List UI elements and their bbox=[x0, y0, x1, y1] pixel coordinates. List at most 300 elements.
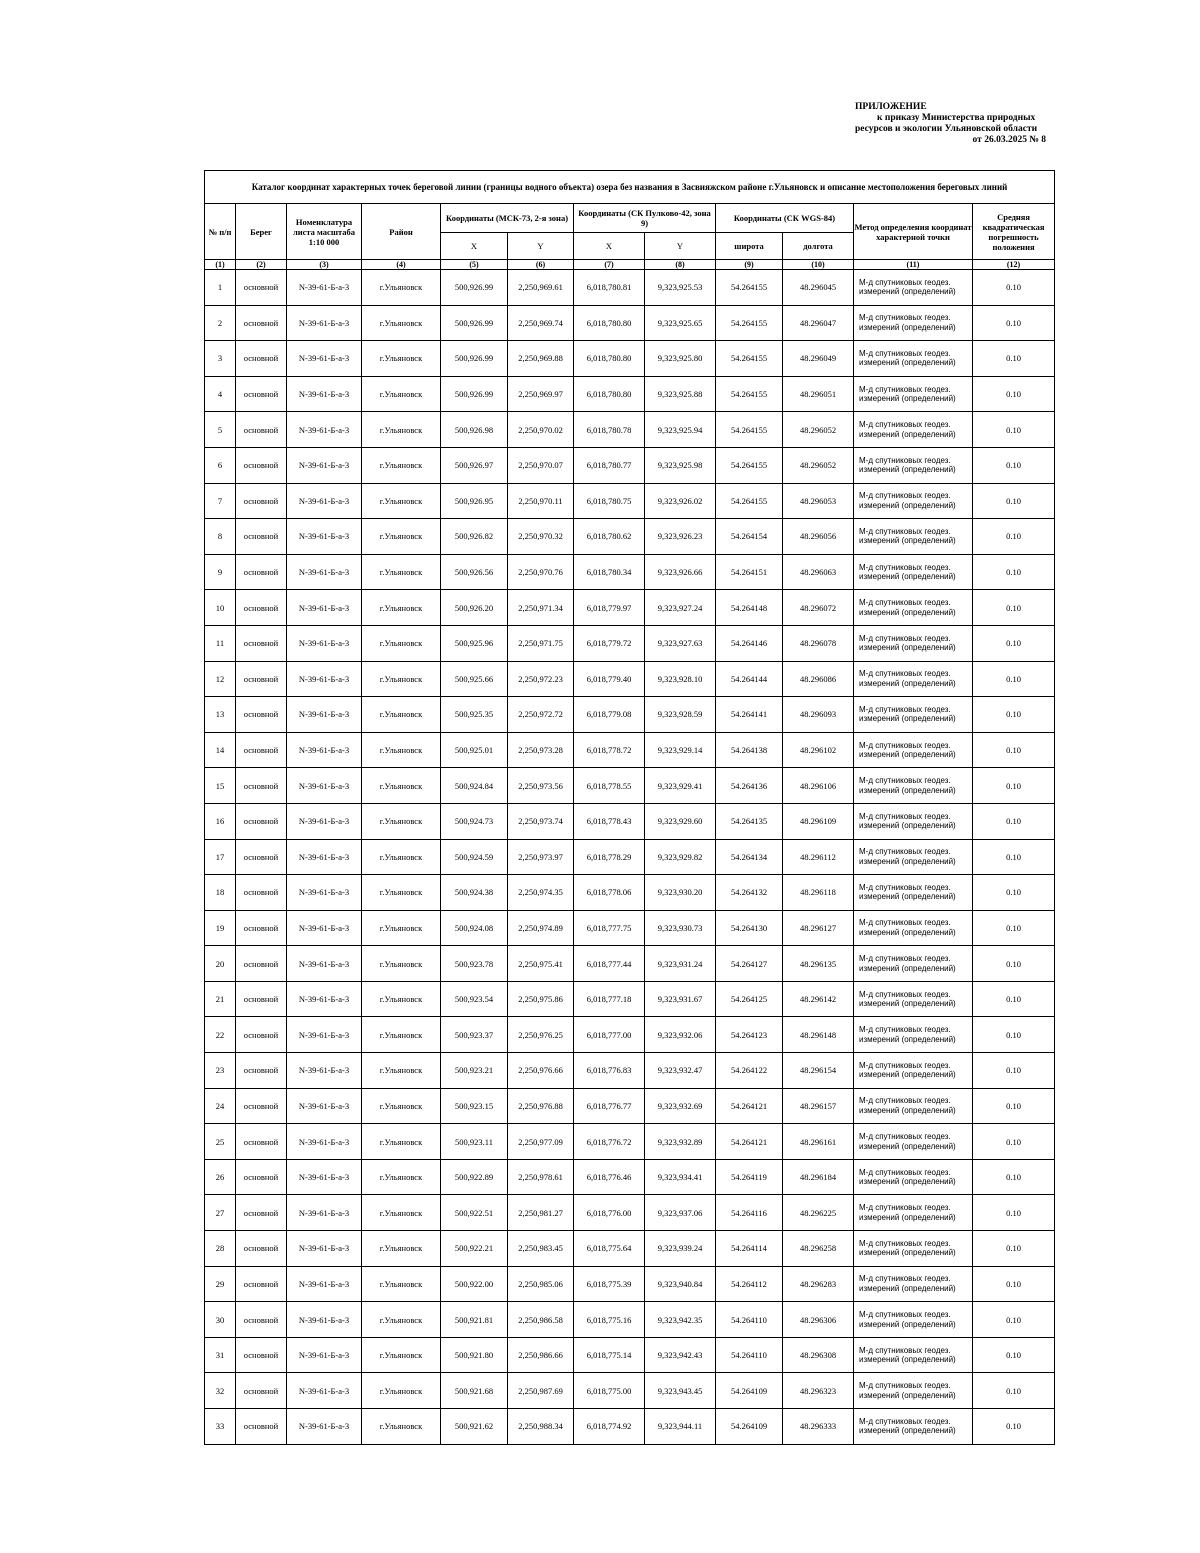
wgs-longitude-cell: 48.296161 bbox=[783, 1124, 854, 1160]
point-number-cell: 11 bbox=[205, 625, 236, 661]
method-line-2: измерений (определений) bbox=[859, 963, 956, 973]
error-cell: 0.10 bbox=[973, 839, 1055, 875]
wgs-latitude-cell: 54.264121 bbox=[716, 1124, 783, 1160]
error-cell: 0.10 bbox=[973, 1017, 1055, 1053]
method-line-1: М-д спутниковых геодез. bbox=[859, 562, 951, 572]
table-row bbox=[205, 1053, 1055, 1089]
method-line-1: М-д спутниковых геодез. bbox=[859, 1025, 951, 1035]
method-cell bbox=[854, 341, 973, 377]
method-line-1: М-д спутниковых геодез. bbox=[859, 348, 951, 358]
pulkovo-x-cell: 6,018,776.72 bbox=[574, 1124, 645, 1160]
method-cell bbox=[854, 1409, 973, 1445]
error-cell: 0.10 bbox=[973, 1124, 1055, 1160]
table-row bbox=[205, 305, 1055, 341]
point-number-cell: 10 bbox=[205, 590, 236, 626]
district-cell: г.Ульяновск bbox=[362, 697, 441, 733]
wgs-latitude-cell: 54.264127 bbox=[716, 946, 783, 982]
bank-cell: основной bbox=[236, 1231, 287, 1267]
point-number-cell: 21 bbox=[205, 981, 236, 1017]
method-cell bbox=[854, 590, 973, 626]
point-number-cell: 31 bbox=[205, 1337, 236, 1373]
wgs-longitude-cell: 48.296333 bbox=[783, 1409, 854, 1445]
table-row bbox=[205, 1195, 1055, 1231]
point-number-cell: 15 bbox=[205, 768, 236, 804]
bank-cell: основной bbox=[236, 1373, 287, 1409]
column-number-row bbox=[205, 260, 1055, 270]
district-cell: г.Ульяновск bbox=[362, 1159, 441, 1195]
district-cell: г.Ульяновск bbox=[362, 483, 441, 519]
msk-y-cell: 2,250,970.32 bbox=[508, 519, 574, 555]
method-line-2: измерений (определений) bbox=[859, 1355, 956, 1365]
sheet-cell: N-39-61-Б-а-3 bbox=[287, 1302, 362, 1338]
bank-cell: основной bbox=[236, 341, 287, 377]
msk-y-cell: 2,250,975.86 bbox=[508, 981, 574, 1017]
msk-x-cell: 500,926.56 bbox=[441, 554, 508, 590]
msk-y-cell: 2,250,970.76 bbox=[508, 554, 574, 590]
wgs-latitude-cell: 54.264155 bbox=[716, 341, 783, 377]
method-line-2: измерений (определений) bbox=[859, 1283, 956, 1293]
error-cell: 0.10 bbox=[973, 1409, 1055, 1445]
msk-x-cell: 500,923.11 bbox=[441, 1124, 508, 1160]
pulkovo-x-cell: 6,018,777.18 bbox=[574, 981, 645, 1017]
wgs-latitude-cell: 54.264141 bbox=[716, 697, 783, 733]
msk-y-cell: 2,250,971.75 bbox=[508, 625, 574, 661]
method-line-2: измерений (определений) bbox=[859, 500, 956, 510]
table-row bbox=[205, 1266, 1055, 1302]
bank-cell: основной bbox=[236, 1266, 287, 1302]
point-number-cell: 8 bbox=[205, 519, 236, 555]
wgs-latitude-cell: 54.264130 bbox=[716, 910, 783, 946]
column-number-cell: (9) bbox=[716, 260, 783, 270]
appendix-header bbox=[855, 102, 1055, 146]
sheet-cell: N-39-61-Б-а-3 bbox=[287, 946, 362, 982]
wgs-longitude-cell: 48.296135 bbox=[783, 946, 854, 982]
wgs-latitude-cell: 54.264144 bbox=[716, 661, 783, 697]
sheet-cell: N-39-61-Б-а-3 bbox=[287, 732, 362, 768]
wgs-longitude-cell: 48.296093 bbox=[783, 697, 854, 733]
pulkovo-x-cell: 6,018,778.55 bbox=[574, 768, 645, 804]
method-line-1: М-д спутниковых геодез. bbox=[859, 1167, 951, 1177]
method-line-1: М-д спутниковых геодез. bbox=[859, 847, 951, 857]
msk-x-cell: 500,925.66 bbox=[441, 661, 508, 697]
method-line-1: М-д спутниковых геодез. bbox=[859, 740, 951, 750]
pulkovo-x-cell: 6,018,776.77 bbox=[574, 1088, 645, 1124]
pulkovo-y-cell: 9,323,926.66 bbox=[645, 554, 716, 590]
point-number-cell: 5 bbox=[205, 412, 236, 448]
ministry-name-line: ресурсов и экологии Ульяновской области bbox=[855, 124, 1038, 134]
msk-y-cell: 2,250,970.07 bbox=[508, 447, 574, 483]
district-cell: г.Ульяновск bbox=[362, 270, 441, 306]
msk-x-cell: 500,923.21 bbox=[441, 1053, 508, 1089]
wgs-longitude-cell: 48.296102 bbox=[783, 732, 854, 768]
method-line-2: измерений (определений) bbox=[859, 465, 956, 475]
msk-y-cell: 2,250,969.88 bbox=[508, 341, 574, 377]
district-cell: г.Ульяновск bbox=[362, 376, 441, 412]
wgs-longitude-cell: 48.296142 bbox=[783, 981, 854, 1017]
bank-cell: основной bbox=[236, 661, 287, 697]
method-cell bbox=[854, 1088, 973, 1124]
district-cell: г.Ульяновск bbox=[362, 1373, 441, 1409]
bank-cell: основной bbox=[236, 519, 287, 555]
point-number-cell: 14 bbox=[205, 732, 236, 768]
table-row bbox=[205, 1124, 1055, 1160]
wgs-longitude-cell: 48.296045 bbox=[783, 270, 854, 306]
district-cell: г.Ульяновск bbox=[362, 1231, 441, 1267]
bank-cell: основной bbox=[236, 875, 287, 911]
msk-x-cell: 500,926.99 bbox=[441, 305, 508, 341]
method-cell bbox=[854, 875, 973, 911]
point-number-cell: 17 bbox=[205, 839, 236, 875]
sheet-cell: N-39-61-Б-а-3 bbox=[287, 1053, 362, 1089]
coordinates-catalog-table bbox=[204, 170, 1055, 1445]
method-line-1: М-д спутниковых геодез. bbox=[859, 313, 951, 323]
order-reference-line: к приказу Министерства природных bbox=[877, 113, 1036, 123]
error-cell: 0.10 bbox=[973, 768, 1055, 804]
pulkovo-x-cell: 6,018,780.81 bbox=[574, 270, 645, 306]
wgs-latitude-cell: 54.264136 bbox=[716, 768, 783, 804]
method-line-2: измерений (определений) bbox=[859, 1426, 956, 1436]
wgs-longitude-cell: 48.296148 bbox=[783, 1017, 854, 1053]
error-cell: 0.10 bbox=[973, 519, 1055, 555]
point-number-cell: 33 bbox=[205, 1409, 236, 1445]
table-row bbox=[205, 981, 1055, 1017]
sheet-cell: N-39-61-Б-а-3 bbox=[287, 1266, 362, 1302]
column-number-cell: (8) bbox=[645, 260, 716, 270]
header-pulkovo-x: X bbox=[574, 233, 645, 260]
method-line-2: измерений (определений) bbox=[859, 536, 956, 546]
pulkovo-y-cell: 9,323,925.88 bbox=[645, 376, 716, 412]
table-row bbox=[205, 1337, 1055, 1373]
pulkovo-y-cell: 9,323,929.14 bbox=[645, 732, 716, 768]
wgs-latitude-cell: 54.264122 bbox=[716, 1053, 783, 1089]
appendix-title: ПРИЛОЖЕНИЕ bbox=[855, 102, 927, 112]
point-number-cell: 3 bbox=[205, 341, 236, 377]
wgs-longitude-cell: 48.296306 bbox=[783, 1302, 854, 1338]
table-row bbox=[205, 519, 1055, 555]
method-cell bbox=[854, 768, 973, 804]
error-cell: 0.10 bbox=[973, 803, 1055, 839]
pulkovo-y-cell: 9,323,932.69 bbox=[645, 1088, 716, 1124]
wgs-latitude-cell: 54.264155 bbox=[716, 447, 783, 483]
district-cell: г.Ульяновск bbox=[362, 1017, 441, 1053]
column-number-cell: (10) bbox=[783, 260, 854, 270]
sheet-cell: N-39-61-Б-а-3 bbox=[287, 1159, 362, 1195]
method-line-1: М-д спутниковых геодез. bbox=[859, 1238, 951, 1248]
pulkovo-y-cell: 9,323,926.23 bbox=[645, 519, 716, 555]
msk-x-cell: 500,923.15 bbox=[441, 1088, 508, 1124]
point-number-cell: 12 bbox=[205, 661, 236, 697]
sheet-cell: N-39-61-Б-а-3 bbox=[287, 1231, 362, 1267]
msk-y-cell: 2,250,973.97 bbox=[508, 839, 574, 875]
method-line-1: М-д спутниковых геодез. bbox=[859, 384, 951, 394]
method-line-1: М-д спутниковых геодез. bbox=[859, 1203, 951, 1213]
method-cell bbox=[854, 1195, 973, 1231]
pulkovo-x-cell: 6,018,780.80 bbox=[574, 305, 645, 341]
method-cell bbox=[854, 1231, 973, 1267]
table-row bbox=[205, 946, 1055, 982]
pulkovo-x-cell: 6,018,777.75 bbox=[574, 910, 645, 946]
method-cell bbox=[854, 1159, 973, 1195]
method-line-1: М-д спутниковых геодез. bbox=[859, 954, 951, 964]
msk-y-cell: 2,250,975.41 bbox=[508, 946, 574, 982]
pulkovo-y-cell: 9,323,929.60 bbox=[645, 803, 716, 839]
msk-y-cell: 2,250,976.88 bbox=[508, 1088, 574, 1124]
pulkovo-y-cell: 9,323,934.41 bbox=[645, 1159, 716, 1195]
table-row bbox=[205, 412, 1055, 448]
method-cell bbox=[854, 376, 973, 412]
sheet-cell: N-39-61-Б-а-3 bbox=[287, 1409, 362, 1445]
wgs-latitude-cell: 54.264146 bbox=[716, 625, 783, 661]
pulkovo-y-cell: 9,323,927.24 bbox=[645, 590, 716, 626]
table-caption: Каталог координат характерных точек береговой линии (границы водного объекта) озера без названия в Засвияжском районе г.Ульяновск и описание местоположения береговых линий bbox=[205, 171, 1055, 204]
method-line-2: измерений (определений) bbox=[859, 1105, 956, 1115]
error-cell: 0.10 bbox=[973, 875, 1055, 911]
wgs-latitude-cell: 54.264155 bbox=[716, 483, 783, 519]
table-row bbox=[205, 341, 1055, 377]
wgs-latitude-cell: 54.264155 bbox=[716, 412, 783, 448]
wgs-longitude-cell: 48.296072 bbox=[783, 590, 854, 626]
wgs-longitude-cell: 48.296258 bbox=[783, 1231, 854, 1267]
table-row bbox=[205, 732, 1055, 768]
method-line-2: измерений (определений) bbox=[859, 607, 956, 617]
point-number-cell: 13 bbox=[205, 697, 236, 733]
bank-cell: основной bbox=[236, 305, 287, 341]
msk-y-cell: 2,250,976.25 bbox=[508, 1017, 574, 1053]
method-cell bbox=[854, 839, 973, 875]
wgs-longitude-cell: 48.296184 bbox=[783, 1159, 854, 1195]
pulkovo-x-cell: 6,018,780.75 bbox=[574, 483, 645, 519]
bank-cell: основной bbox=[236, 839, 287, 875]
column-number-cell: (4) bbox=[362, 260, 441, 270]
pulkovo-y-cell: 9,323,925.98 bbox=[645, 447, 716, 483]
msk-x-cell: 500,921.81 bbox=[441, 1302, 508, 1338]
method-line-1: М-д спутниковых геодез. bbox=[859, 989, 951, 999]
bank-cell: основной bbox=[236, 1337, 287, 1373]
pulkovo-y-cell: 9,323,926.02 bbox=[645, 483, 716, 519]
msk-x-cell: 500,924.38 bbox=[441, 875, 508, 911]
method-cell bbox=[854, 447, 973, 483]
wgs-longitude-cell: 48.296086 bbox=[783, 661, 854, 697]
method-cell bbox=[854, 661, 973, 697]
district-cell: г.Ульяновск bbox=[362, 1088, 441, 1124]
wgs-latitude-cell: 54.264155 bbox=[716, 305, 783, 341]
sheet-cell: N-39-61-Б-а-3 bbox=[287, 1017, 362, 1053]
method-line-2: измерений (определений) bbox=[859, 394, 956, 404]
point-number-cell: 20 bbox=[205, 946, 236, 982]
method-line-1: М-д спутниковых геодез. bbox=[859, 633, 951, 643]
header-msk-y: Y bbox=[508, 233, 574, 260]
msk-x-cell: 500,926.99 bbox=[441, 341, 508, 377]
pulkovo-y-cell: 9,323,931.67 bbox=[645, 981, 716, 1017]
table-row bbox=[205, 1409, 1055, 1445]
district-cell: г.Ульяновск bbox=[362, 1302, 441, 1338]
sheet-cell: N-39-61-Б-а-3 bbox=[287, 590, 362, 626]
msk-x-cell: 500,926.95 bbox=[441, 483, 508, 519]
table-row bbox=[205, 1088, 1055, 1124]
wgs-longitude-cell: 48.296118 bbox=[783, 875, 854, 911]
wgs-longitude-cell: 48.296308 bbox=[783, 1337, 854, 1373]
error-cell: 0.10 bbox=[973, 376, 1055, 412]
sheet-cell: N-39-61-Б-а-3 bbox=[287, 625, 362, 661]
pulkovo-y-cell: 9,323,925.65 bbox=[645, 305, 716, 341]
method-cell bbox=[854, 1053, 973, 1089]
method-line-2: измерений (определений) bbox=[859, 287, 956, 297]
sheet-cell: N-39-61-Б-а-3 bbox=[287, 1088, 362, 1124]
bank-cell: основной bbox=[236, 590, 287, 626]
msk-y-cell: 2,250,970.11 bbox=[508, 483, 574, 519]
wgs-longitude-cell: 48.296109 bbox=[783, 803, 854, 839]
bank-cell: основной bbox=[236, 697, 287, 733]
method-line-1: М-д спутниковых геодез. bbox=[859, 918, 951, 928]
method-cell bbox=[854, 946, 973, 982]
method-line-2: измерений (определений) bbox=[859, 1212, 956, 1222]
error-cell: 0.10 bbox=[973, 590, 1055, 626]
table-row bbox=[205, 1017, 1055, 1053]
wgs-latitude-cell: 54.264155 bbox=[716, 270, 783, 306]
sheet-cell: N-39-61-Б-а-3 bbox=[287, 768, 362, 804]
msk-x-cell: 500,926.82 bbox=[441, 519, 508, 555]
pulkovo-x-cell: 6,018,776.00 bbox=[574, 1195, 645, 1231]
pulkovo-x-cell: 6,018,780.34 bbox=[574, 554, 645, 590]
bank-cell: основной bbox=[236, 1124, 287, 1160]
column-number-cell: (7) bbox=[574, 260, 645, 270]
order-date-line: от 26.03.2025 № 8 bbox=[972, 135, 1046, 145]
method-line-2: измерений (определений) bbox=[859, 1248, 956, 1258]
table-row bbox=[205, 768, 1055, 804]
district-cell: г.Ульяновск bbox=[362, 625, 441, 661]
msk-x-cell: 500,922.21 bbox=[441, 1231, 508, 1267]
pulkovo-x-cell: 6,018,779.72 bbox=[574, 625, 645, 661]
header-msk73: Координаты (МСК-73, 2-я зона) bbox=[441, 204, 574, 233]
header-sheet: Номенклатура листа масштаба 1:10 000 bbox=[287, 204, 362, 260]
pulkovo-x-cell: 6,018,775.14 bbox=[574, 1337, 645, 1373]
district-cell: г.Ульяновск bbox=[362, 1409, 441, 1445]
pulkovo-x-cell: 6,018,777.00 bbox=[574, 1017, 645, 1053]
wgs-longitude-cell: 48.296157 bbox=[783, 1088, 854, 1124]
column-number-cell: (1) bbox=[205, 260, 236, 270]
error-cell: 0.10 bbox=[973, 1337, 1055, 1373]
method-line-2: измерений (определений) bbox=[859, 1070, 956, 1080]
table-row bbox=[205, 875, 1055, 911]
bank-cell: основной bbox=[236, 946, 287, 982]
wgs-longitude-cell: 48.296063 bbox=[783, 554, 854, 590]
district-cell: г.Ульяновск bbox=[362, 1337, 441, 1373]
method-cell bbox=[854, 1302, 973, 1338]
wgs-longitude-cell: 48.296053 bbox=[783, 483, 854, 519]
point-number-cell: 23 bbox=[205, 1053, 236, 1089]
wgs-latitude-cell: 54.264138 bbox=[716, 732, 783, 768]
pulkovo-x-cell: 6,018,777.44 bbox=[574, 946, 645, 982]
method-cell bbox=[854, 1266, 973, 1302]
pulkovo-x-cell: 6,018,774.92 bbox=[574, 1409, 645, 1445]
point-number-cell: 25 bbox=[205, 1124, 236, 1160]
pulkovo-x-cell: 6,018,775.39 bbox=[574, 1266, 645, 1302]
pulkovo-x-cell: 6,018,779.40 bbox=[574, 661, 645, 697]
msk-x-cell: 500,922.00 bbox=[441, 1266, 508, 1302]
sheet-cell: N-39-61-Б-а-3 bbox=[287, 341, 362, 377]
column-number-cell: (6) bbox=[508, 260, 574, 270]
district-cell: г.Ульяновск bbox=[362, 305, 441, 341]
msk-y-cell: 2,250,978.61 bbox=[508, 1159, 574, 1195]
header-wgs84: Координаты (СК WGS-84) bbox=[716, 204, 854, 233]
district-cell: г.Ульяновск bbox=[362, 1266, 441, 1302]
sheet-cell: N-39-61-Б-а-3 bbox=[287, 519, 362, 555]
wgs-latitude-cell: 54.264114 bbox=[716, 1231, 783, 1267]
column-number-cell: (2) bbox=[236, 260, 287, 270]
pulkovo-y-cell: 9,323,943.45 bbox=[645, 1373, 716, 1409]
pulkovo-x-cell: 6,018,780.80 bbox=[574, 341, 645, 377]
method-line-2: измерений (определений) bbox=[859, 999, 956, 1009]
wgs-latitude-cell: 54.264112 bbox=[716, 1266, 783, 1302]
msk-x-cell: 500,921.80 bbox=[441, 1337, 508, 1373]
bank-cell: основной bbox=[236, 1302, 287, 1338]
column-number-cell: (3) bbox=[287, 260, 362, 270]
method-line-1: М-д спутниковых геодез. bbox=[859, 455, 951, 465]
pulkovo-x-cell: 6,018,775.64 bbox=[574, 1231, 645, 1267]
table-row bbox=[205, 661, 1055, 697]
wgs-latitude-cell: 54.264123 bbox=[716, 1017, 783, 1053]
pulkovo-y-cell: 9,323,944.11 bbox=[645, 1409, 716, 1445]
wgs-longitude-cell: 48.296078 bbox=[783, 625, 854, 661]
pulkovo-y-cell: 9,323,927.63 bbox=[645, 625, 716, 661]
pulkovo-x-cell: 6,018,778.29 bbox=[574, 839, 645, 875]
method-line-2: измерений (определений) bbox=[859, 1319, 956, 1329]
method-line-2: измерений (определений) bbox=[859, 892, 956, 902]
method-line-2: измерений (определений) bbox=[859, 750, 956, 760]
bank-cell: основной bbox=[236, 270, 287, 306]
sheet-cell: N-39-61-Б-а-3 bbox=[287, 875, 362, 911]
district-cell: г.Ульяновск bbox=[362, 875, 441, 911]
msk-y-cell: 2,250,973.28 bbox=[508, 732, 574, 768]
method-line-1: М-д спутниковых геодез. bbox=[859, 491, 951, 501]
method-line-2: измерений (определений) bbox=[859, 322, 956, 332]
pulkovo-x-cell: 6,018,779.97 bbox=[574, 590, 645, 626]
pulkovo-y-cell: 9,323,932.89 bbox=[645, 1124, 716, 1160]
point-number-cell: 27 bbox=[205, 1195, 236, 1231]
error-cell: 0.10 bbox=[973, 1266, 1055, 1302]
method-line-2: измерений (определений) bbox=[859, 1034, 956, 1044]
error-cell: 0.10 bbox=[973, 447, 1055, 483]
point-number-cell: 18 bbox=[205, 875, 236, 911]
pulkovo-y-cell: 9,323,932.06 bbox=[645, 1017, 716, 1053]
point-number-cell: 1 bbox=[205, 270, 236, 306]
district-cell: г.Ульяновск bbox=[362, 981, 441, 1017]
method-line-1: М-д спутниковых геодез. bbox=[859, 598, 951, 608]
district-cell: г.Ульяновск bbox=[362, 768, 441, 804]
bank-cell: основной bbox=[236, 376, 287, 412]
error-cell: 0.10 bbox=[973, 341, 1055, 377]
sheet-cell: N-39-61-Б-а-3 bbox=[287, 447, 362, 483]
point-number-cell: 7 bbox=[205, 483, 236, 519]
msk-x-cell: 500,922.51 bbox=[441, 1195, 508, 1231]
msk-x-cell: 500,924.73 bbox=[441, 803, 508, 839]
pulkovo-x-cell: 6,018,780.77 bbox=[574, 447, 645, 483]
header-bank: Берег bbox=[236, 204, 287, 260]
wgs-longitude-cell: 48.296052 bbox=[783, 447, 854, 483]
bank-cell: основной bbox=[236, 768, 287, 804]
table-row bbox=[205, 270, 1055, 306]
point-number-cell: 29 bbox=[205, 1266, 236, 1302]
bank-cell: основной bbox=[236, 1017, 287, 1053]
msk-y-cell: 2,250,969.97 bbox=[508, 376, 574, 412]
header-district: Район bbox=[362, 204, 441, 260]
district-cell: г.Ульяновск bbox=[362, 519, 441, 555]
method-line-1: М-д спутниковых геодез. bbox=[859, 704, 951, 714]
method-cell bbox=[854, 305, 973, 341]
msk-x-cell: 500,924.59 bbox=[441, 839, 508, 875]
bank-cell: основной bbox=[236, 1409, 287, 1445]
msk-y-cell: 2,250,981.27 bbox=[508, 1195, 574, 1231]
